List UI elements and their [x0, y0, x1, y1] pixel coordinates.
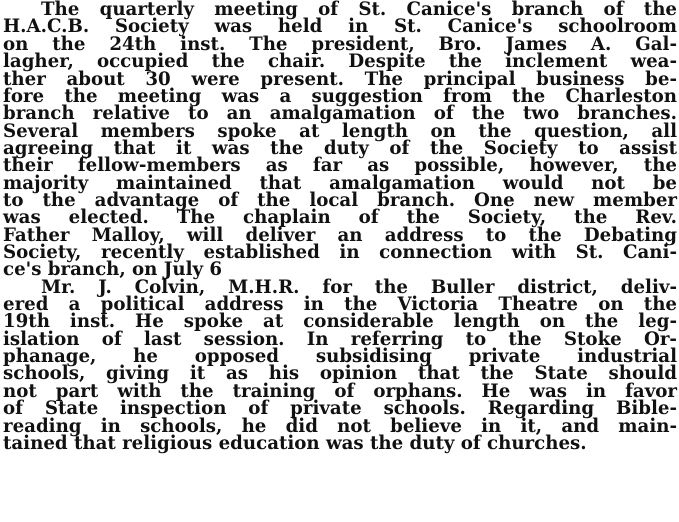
paragraph-2-line-1: Mr. J. Colvin, M.H.R. for the Buller district, deliv-	[41, 276, 677, 298]
paragraph-1-line-13: was elected. The chaplain of the Society, the Rev.	[3, 207, 677, 229]
paragraph-2-line-5: phanage, he opposed subsidising private industrial	[3, 346, 677, 368]
paragraph-2-line-7: not part with the training of orphans. He was in favor	[3, 380, 677, 402]
paragraph-2-line-8: of State inspection of private schools. Regarding Bible-	[3, 398, 677, 420]
paragraph-1-line-1: The quarterly meeting of St. Canice's branch of the	[41, 0, 677, 20]
paragraph-1-line-2: H.A.C.B. Society was held in St. Canice's schoolroom	[3, 16, 677, 38]
paragraph-2-line-4: islation of last session. In referring to the Stoke Or-	[3, 328, 677, 350]
paragraph-2-line-3: 19th inst. He spoke at considerable length on the leg-	[3, 311, 677, 333]
paragraph-2-line-2: ered a political address in the Victoria Theatre on the	[3, 294, 677, 315]
paragraph-1-line-16: ce's branch, on July 6	[3, 259, 223, 281]
paragraph-1-line-12: to the advantage of the local branch. One new member	[3, 189, 677, 211]
paragraph-1-line-6: fore the meeting was a suggestion from the Charleston	[3, 85, 677, 107]
paragraph-1-line-15: Society, recently established in connection with St. Cani-	[3, 242, 677, 263]
paragraph-1-line-4: lagher, occupied the chair. Despite the inclement wea-	[3, 51, 677, 73]
paragraph-2-line-6: schools, giving it as his opinion that the State should	[3, 363, 677, 385]
paragraph-1-line-7: branch relative to an amalgamation of the two branches.	[3, 103, 677, 125]
paragraph-1-line-11: majority maintained that amalgamation would not be	[3, 172, 677, 194]
paragraph-1-line-5: ther about 30 were present. The principal business be-	[3, 68, 677, 90]
paragraph-1-line-8: Several members spoke at length on the question, all	[3, 120, 677, 142]
paragraph-1-line-14: Father Malloy, will deliver an address to the Debating	[3, 224, 677, 246]
paragraph-1-line-9: agreeing that it was the duty of the Society to assist	[3, 137, 677, 159]
paragraph-2-line-9: reading in schools, he did not believe in it, and main-	[3, 415, 677, 437]
paragraph-1-line-10: their fellow-members as far as possible, however, the	[3, 155, 677, 177]
paragraph-2-line-10: tained that religious education was the duty of churches.	[3, 432, 587, 454]
paragraph-1-line-3: on the 24th inst. The president, Bro. James A. Gal-	[3, 33, 677, 55]
